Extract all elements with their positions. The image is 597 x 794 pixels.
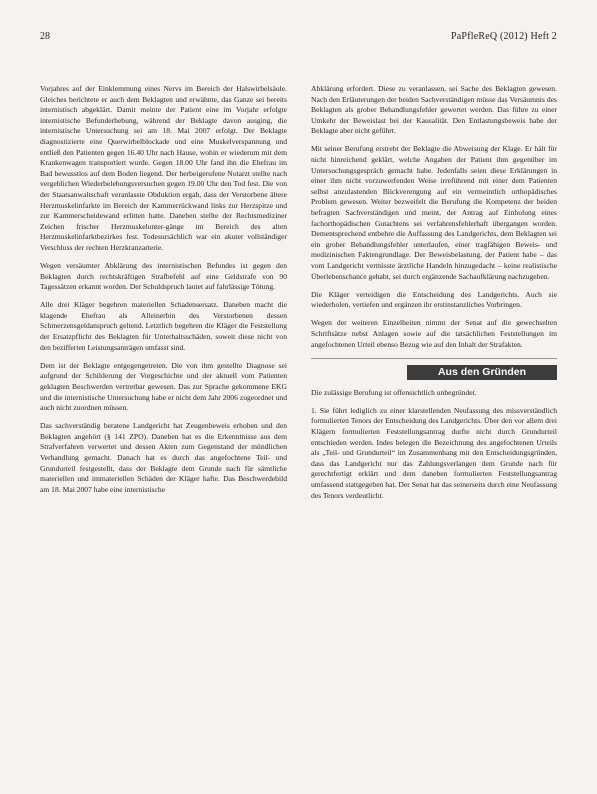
paragraph: Wegen der weiteren Einzelheiten nimmt der Senat auf die gewechselten Schriftsätze nebst Anlagen sowie auf die tatsächlichen Feststellungen im angefochtenen Urteil ebenso Bezug wie auf den Inhalt der Strafakten. [311, 318, 557, 349]
paragraph: Das sachverständig beratene Landgericht hat Zeugenbeweis erhoben und den Beklagten angehört (§ 141 ZPO). Daneben hat es die Erkenntnisse aus dem Strafverfahren verwertet und dessen Akten zum Gegenstand der mündlichen Verhandlung gemacht. Danach hat es durch das angefochtene Teil- und Grundurteil festgestellt, dass der Beklagte dem Grunde nach für sämtliche materiellen und immateriellen Schäden der Kläger hafte. Das Beschwerdebild am 18. Mai 2007 habe eine internistische [40, 421, 287, 494]
page-header [40, 30, 557, 44]
right-column [311, 84, 557, 509]
left-column [40, 84, 287, 503]
paragraph: 1. Sie führt lediglich zu einer klarstellenden Neufassung des missverständlich formulierten Tenors der Entscheidung des Landgerichts. Über den vor allem drei Klägern formulierten Feststellungsantrag durfte nicht durch Grundurteil entschieden werden. Indes belegen die Bezeichnung des angefochtenen Urteils als „Teil- und Grundurteil“ im Zusammenhang mit den Entscheidungsgründen, dass das Landgericht nur das Zahlungsverlangen dem Grunde nach für gerechtfertigt erklärt und dem daneben formulierten Feststellungsantrag umfassend stattgegeben hat. Der Senat hat das seinerseits durch eine Neufassung des Tenors verdeutlicht. [311, 405, 557, 500]
paragraph: Wegen versäumter Abklärung des internistischen Befundes ist gegen den Beklagten durch rechtskräftigen Strafbefehl auf eine Geldstrafe von 90 Tagessätzen erkannt worden. Der Schuldspruch lautet auf fahrlässige Tötung. [40, 261, 287, 292]
journal-reference: PaPfleReQ (2012) Heft 2 [451, 31, 557, 42]
section-heading: Aus den Gründen [407, 365, 557, 380]
paragraph: Abklärung erfordert. Diese zu veranlassen, sei Sache des Beklagten gewesen. Nach den Erläuterungen der beiden Sachverständigen müsse das Versäumnis des Beklagten als grober Behandlungsfehler gewertet werden. Das führe zu einer Umkehr der Beweislast bei der Kausalität. Den Entlastungsbeweis habe der Beklagte aber nicht geführt. [311, 84, 557, 136]
paragraph: Mit seiner Berufung erstrebt der Beklagte die Abweisung der Klage. Er hält für nicht hinreichend geklärt, welche Angaben der Patient ihm gegenüber im Untersuchungsgespräch gemacht habe. Jedenfalls seien diese Erklärungen in einer ihm nicht vorzuwerfenden Weise irreführend mit einer dem Patienten selbst anzulastenden Blickverengung auf ein vermeintlich orthopädisches Problem gewesen. Weiter bezweifelt die Berufung die Kompetenz der beiden befragten Sachverständigen und meint, der Antrag auf Einholung eines fachorthopädischen Gutachtens sei verfahrensfehlerhaft übergangen worden. Dementsprechend entbehre die Auffassung des Landgerichts, dem Beklagten sei ein grober Behandlungsfehler unterlaufen, einer tragfähigen Beweis- und medizinischen Faktengrundlage. Der Beweisbelastung, der Patient habe – das vom Landgericht vermisste ärztliche Handeln hinzugedacht – keine realistische Überlebenschance gehabt, sei durch ergänzende Sachaufklärung nachzugehen. [311, 144, 557, 281]
paragraph: Dem ist der Beklagte entgegengetreten. Die von ihm gestellte Diagnose sei aufgrund der Schilderung der Vorgeschichte und der aktuell vom Patienten geklagten Beschwerden vertretbar gewesen. Das zur Sprache gekommene EKG und die internistische Untersuchung habe er nicht dem Jahr 2006 zugeordnet und auch nicht zuordnen müssen. [40, 360, 287, 413]
paragraph: Vorjahres auf der Einklemmung eines Nervs im Bereich der Halswirbelsäule. Gleiches berichtete er auch dem Beklagten und erwähnte, das Ganze sei bereits internistisch abgeklärt. Damit meinte der Patient eine im Vorjahr erfolgte internistische Befunderhebung, während der Beklagte davon ausging, die internistische Untersuchung sei am 18. Mai 2007 erfolgt. Der Beklagte diagnostizierte eine Querwirbelblockade und eine Muskelverspannung und entließ den Patienten gegen 16.40 Uhr nach Hause, wohin er wiederum mit dem Krankenwagen transportiert wurde. Gegen 18.00 Uhr fand ihn die Ehefrau im Bad bewusstlos auf dem Boden liegend. Der herbeigerufene Notarzt stellte nach vergeblichen Wiederbelebungsversuchen gegen 19.00 Uhr den Tod fest. Die von der Staatsanwaltschaft veranlasste Obduktion ergab, dass der Verstorbene ältere Herzmuskelinfarkte im Bereich der Kammerrückwand links zur Herzspitze und zur Kammerscheidewand erlitten hatte. Daneben stellte der Rechtsmediziner Zeichen frischer Herzmuskelunter-gänge im Bereich des alten Herzmuskelinfarktbezirkes fest. Todesursächlich war ein akuter vollständiger Verschluss der rechten Herzkranzarterie. [40, 84, 287, 252]
section-divider [311, 358, 557, 359]
paragraph: Alle drei Kläger begehren materiellen Schadensersatz. Daneben macht die klagende Ehefrau als Alleinerbin des Verstorbenen dessen Schmerzensgeldanspruch geltend. Letztlich begehren die Kläger die Feststellung der Ersatzpflicht des Beklagten für Unterhaltsschäden, soweit diese nicht von den bezifferten Leistungsanträgen umfasst sind. [40, 300, 287, 352]
page-number: 28 [40, 31, 50, 42]
paragraph: Die Kläger verteidigen die Entscheidung des Landgerichts. Auch sie wiederholen, vertiefen und ergänzen ihr erstinstanzliches Vorbringen. [311, 289, 557, 310]
paragraph: Die zulässige Berufung ist offensichtlich unbegründet. [311, 387, 477, 397]
